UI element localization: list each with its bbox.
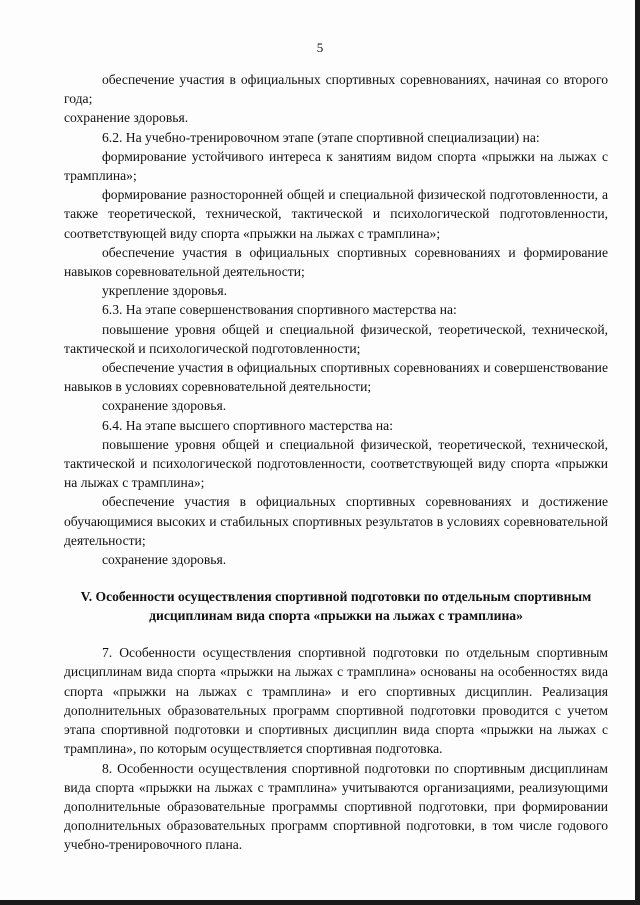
paragraph-7: укрепление здоровья. bbox=[102, 283, 228, 299]
paragraph-14: обеспечение участия в официальных спортивных соревнованиях и достижение обучающимися высоких и стабильных спортивных результатов в условиях соревновательной деятельности; bbox=[64, 494, 608, 548]
paragraph-10: обеспечение участия в официальных спортивных соревнованиях и совершенствование навыков в условиях соревновательной деятельности; bbox=[64, 360, 608, 395]
document-body bbox=[64, 70, 608, 855]
paragraph-9: повышение уровня общей и специальной физической, теоретической, технической, тактической и психологической подготовленности; bbox=[64, 321, 608, 356]
section-heading: V. Особенности осуществления спортивной подготовки по отдельным спортивным дисциплинам вида спорта «прыжки на лыжах с трамплина» bbox=[80, 589, 592, 624]
paragraph-6: обеспечение участия в официальных спортивных соревнованиях и формирование навыков соревновательной деятельности; bbox=[64, 244, 608, 280]
paragraph-4: формирование устойчивого интереса к занятиям видом спорта «прыжки на лыжах с трамплина»; bbox=[64, 148, 608, 184]
paragraph-8: 6.3. На этапе совершенствования спортивного мастерства на: bbox=[102, 302, 457, 318]
paragraph-2: сохранение здоровья. bbox=[64, 110, 189, 126]
scan-edge-bottom bbox=[0, 900, 640, 905]
paragraph-15: сохранение здоровья. bbox=[102, 552, 227, 568]
paragraph-11: сохранение здоровья. bbox=[102, 398, 227, 414]
paragraph-13: повышение уровня общей и специальной физической, теоретической, технической, тактической и психологической подготовленности, соответствующей виду спорта «прыжки на лыжах с трамплина»; bbox=[64, 436, 608, 491]
paragraph-5: формирование разносторонней общей и специальной физической подготовленности, а также теоретической, технической, тактической и психологической подготовленности, соответствующей виду спорта «прыжки на лыжах с трамплина»; bbox=[64, 187, 608, 241]
page-number: 5 bbox=[316, 40, 324, 55]
paragraph-1: обеспечение участия в официальных спортивных соревнованиях, начиная со второго года; bbox=[64, 72, 608, 107]
section-paragraph-8: 8. Особенности осуществления спортивной подготовки по спортивным дисциплинам вида спорта «прыжки на лыжах с трамплина» учитываются организациями, реализующими дополнительные образовательные программы спортивной подготовки, при формировании дополнительных образовательных программ спортивной подготовки, в том числе годового учебно-тренировочного плана. bbox=[64, 760, 608, 853]
paragraph-3: 6.2. На учебно-тренировочном этапе (этапе спортивной специализации) на: bbox=[102, 129, 540, 145]
section-paragraph-7: 7. Особенности осуществления спортивной подготовки по отдельным спортивным дисциплинам вида спорта «прыжки на лыжах с трамплина» основаны на особенностях вида спорта «прыжки на лыжах с трамплина» и его спортивных дисциплин. Реализация дополнительных образовательных программ спортивной подготовки проводится с учетом этапа спортивной подготовки и спортивных дисциплин вида спорта «прыжки на лыжах с трамплина», по которым осуществляется спортивная подготовка. bbox=[64, 645, 608, 757]
paragraph-12: 6.4. На этапе высшего спортивного мастерства на: bbox=[102, 417, 393, 433]
scan-edge-right bbox=[635, 0, 640, 905]
